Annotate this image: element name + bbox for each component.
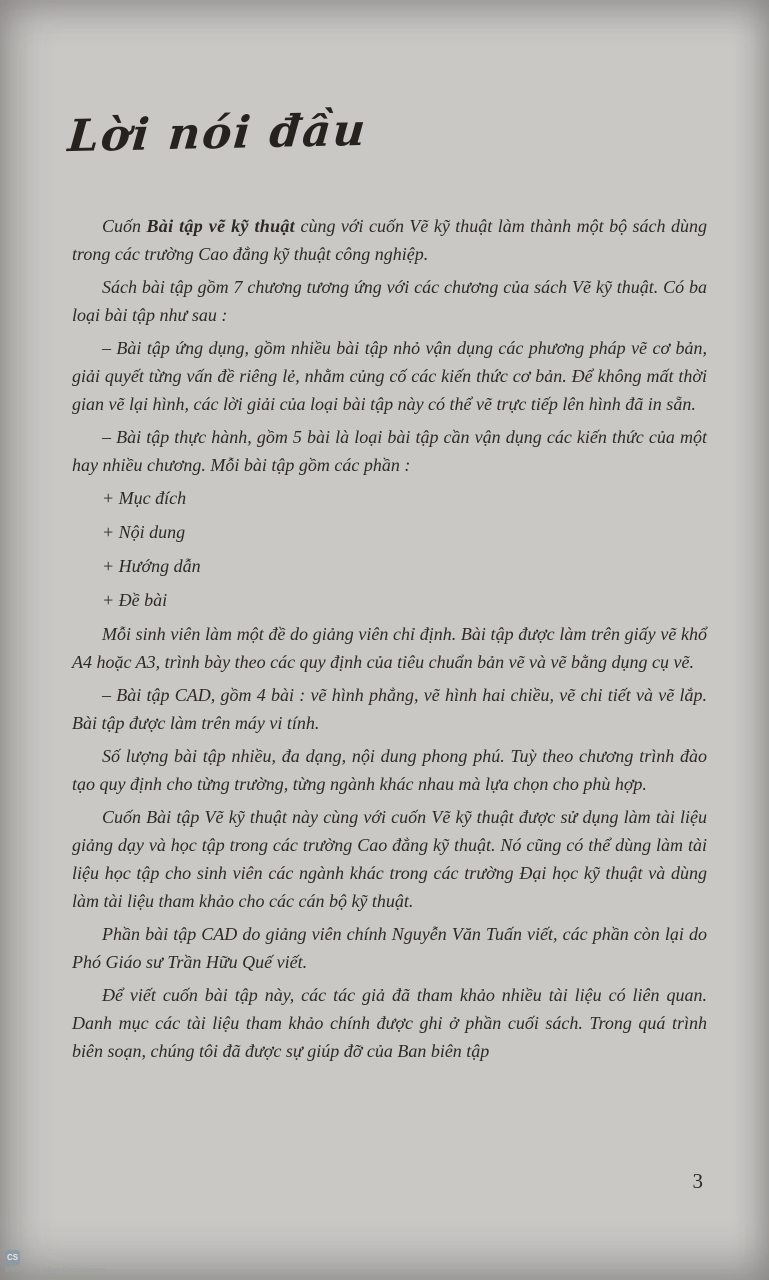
paragraph: [72, 981, 707, 1065]
paragraph: [72, 742, 707, 798]
page-content: [72, 212, 707, 1070]
text-run: Số lượng bài tập nhiều, đa dạng, nội dung phong phú. Tuỳ theo chương trình đào tạo quy định cho từng trường, từng ngành khác nhau mà lựa chọn cho phù hợp.: [72, 746, 707, 794]
text-run: + Nội dung: [102, 522, 186, 542]
page-title: Lời nói đầu: [65, 104, 370, 163]
text-run: Cuốn Bài tập Vẽ kỹ thuật này cùng với cuốn Vẽ kỹ thuật được sử dụng làm tài liệu giảng dạy và học tập trong các trường Cao đẳng kỹ thuật. Nó cũng có thể dùng làm tài liệu học tập cho sinh viên các ngành khác trong các trường Đại học kỹ thuật và dùng làm tài liệu tham khảo cho các cán bộ kỹ thuật.: [72, 807, 707, 911]
paragraph: [72, 920, 707, 976]
watermark-text: Được quét bằng CamScanner: [5, 1267, 107, 1274]
camscanner-watermark: [5, 1250, 106, 1274]
text-run: Để viết cuốn bài tập này, các tác giả đã tham khảo nhiều tài liệu có liên quan. Danh mục các tài liệu tham khảo chính được ghi ở phần cuối sách. Trong quá trình biên soạn, chúng tôi đã được sự giúp đỡ của Ban biên tập: [72, 985, 707, 1061]
emphasized-text: Bài tập vẽ kỹ thuật: [146, 216, 295, 236]
list-item: [72, 518, 707, 546]
text-run: + Mục đích: [102, 488, 187, 508]
camscanner-icon: CS: [5, 1250, 20, 1265]
text-run: – Bài tập CAD, gồm 4 bài : vẽ hình phẳng, vẽ hình hai chiều, vẽ chi tiết và vẽ lắp. Bài tập được làm trên máy vi tính.: [72, 685, 707, 733]
paragraph: [72, 423, 707, 479]
paragraph: [72, 273, 707, 329]
paragraph: [72, 334, 707, 418]
paragraph: [72, 803, 707, 915]
list-item: [72, 552, 707, 580]
text-run: Phần bài tập CAD do giảng viên chính Nguyễn Văn Tuấn viết, các phần còn lại do Phó Giáo sư Trần Hữu Quế viết.: [72, 924, 707, 972]
text-run: – Bài tập ứng dụng, gồm nhiều bài tập nhỏ vận dụng các phương pháp vẽ cơ bản, giải quyết từng vấn đề riêng lẻ, nhằm củng cố các kiến thức cơ bản. Để không mất thời gian vẽ lại hình, các lời giải của loại bài tập này có thể vẽ trực tiếp lên hình đã in sẵn.: [72, 338, 707, 414]
text-run: + Hướng dẫn: [102, 556, 201, 576]
paragraph: [72, 620, 707, 676]
list-item: [72, 484, 707, 512]
text-run: cùng với cuốn Vẽ kỹ thuật làm thành một bộ sách dùng trong các trường Cao đẳng kỹ thuật công nghiệp.: [72, 216, 707, 264]
text-run: Mỗi sinh viên làm một đề do giảng viên chỉ định. Bài tập được làm trên giấy vẽ khổ A4 hoặc A3, trình bày theo các quy định của tiêu chuẩn bản vẽ và vẽ bằng dụng cụ vẽ.: [72, 624, 707, 672]
text-run: + Đề bài: [102, 590, 168, 610]
text-run: Sách bài tập gồm 7 chương tương ứng với các chương của sách Vẽ kỹ thuật. Có ba loại bài tập như sau :: [72, 277, 707, 325]
list-item: [72, 586, 707, 614]
page-number: 3: [692, 1169, 703, 1193]
text-run: – Bài tập thực hành, gồm 5 bài là loại bài tập cần vận dụng các kiến thức của một hay nhiều chương. Mỗi bài tập gồm các phần :: [72, 427, 707, 475]
text-run: Cuốn: [102, 216, 147, 236]
paragraph: [72, 681, 707, 737]
paragraph: [72, 212, 707, 268]
